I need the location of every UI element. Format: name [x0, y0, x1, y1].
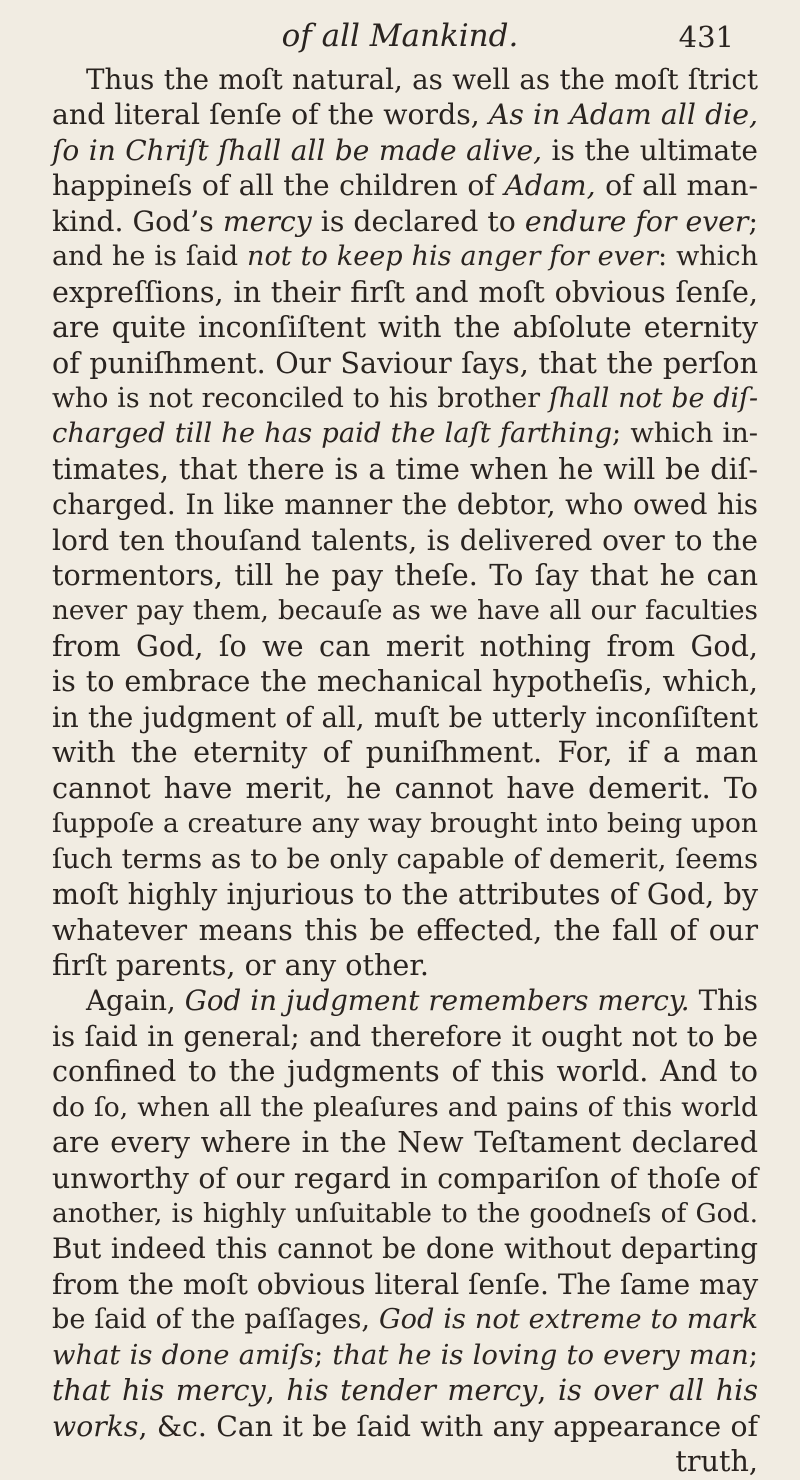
- text-line: [52, 1019, 758, 1054]
- text-line: [52, 168, 758, 203]
- text-segment: tormentors, till he pay theſe. To ſay that he can: [52, 558, 758, 593]
- text-line: [52, 806, 758, 841]
- text-segment: ,: [265, 1373, 287, 1408]
- text-line: [52, 558, 758, 593]
- text-segment: another, is highly unſuitable to the goodneſs of God.: [52, 1198, 758, 1229]
- text-line: [52, 346, 758, 381]
- italic-text: As in Adam all die,: [488, 98, 758, 132]
- text-segment: : which: [658, 241, 759, 273]
- text-segment: are quite inconſiſtent with the abſolute eternity: [52, 310, 758, 345]
- text-line: [52, 1302, 758, 1337]
- text-line: [52, 1338, 758, 1373]
- text-segment: of all man-: [595, 169, 759, 203]
- text-line: [52, 133, 758, 168]
- italic-text: that his mercy: [52, 1373, 266, 1408]
- page-number: 431: [678, 20, 734, 54]
- running-title: of all Mankind.: [281, 18, 519, 54]
- text-segment: unworthy of our regard in compariſon of thoſe of: [52, 1161, 758, 1195]
- text-line: [52, 983, 758, 1018]
- text-line: [52, 1409, 758, 1444]
- italic-text: mercy: [222, 204, 312, 238]
- italic-text: ſo in Chriſt ſhall all be made alive,: [52, 133, 542, 167]
- text-segment: Again,: [86, 984, 185, 1018]
- text-segment: from the moſt obvious literal ſenſe. The ſame may: [52, 1267, 759, 1301]
- text-segment: confined to the judgments of this world. And to: [52, 1054, 758, 1089]
- italic-text: not to keep his anger for ever: [247, 241, 658, 273]
- text-segment: happineſs of all the children of: [52, 169, 505, 203]
- text-segment: ;: [748, 1339, 758, 1371]
- text-line: [52, 1125, 758, 1160]
- text-line: [52, 629, 758, 664]
- text-segment: and he is ſaid: [52, 241, 248, 273]
- italic-text: what is done amiſs: [52, 1339, 314, 1371]
- text-line: [52, 664, 758, 699]
- text-segment: never pay them, becauſe as we have all our faculties: [52, 595, 758, 626]
- text-segment: ,: [537, 1373, 558, 1408]
- text-line: [52, 877, 758, 912]
- text-line: [52, 1444, 758, 1479]
- text-line: [52, 948, 758, 983]
- text-line: [52, 1161, 758, 1196]
- text-line: [52, 416, 758, 451]
- text-line: [52, 913, 758, 948]
- text-segment: is to embrace the mechanical hypotheſis, which,: [52, 664, 758, 699]
- italic-text: ſhall not be diſ-: [548, 382, 759, 414]
- text-line: [52, 735, 758, 770]
- text-segment: do ſo, when all the pleaſures and pains of this world: [52, 1091, 758, 1123]
- text-segment: truth,: [675, 1444, 758, 1479]
- text-line: [52, 452, 758, 487]
- text-segment: from God, ſo we can merit nothing from God,: [52, 629, 758, 663]
- text-segment: firſt parents, or any other.: [52, 947, 429, 982]
- italic-text: God is not extreme to mark: [379, 1304, 758, 1336]
- text-line: [52, 487, 758, 522]
- body-text: [52, 62, 758, 1480]
- text-segment: moſt highly injurious to the attributes of God, by: [52, 877, 758, 912]
- text-segment: be ſaid of the paſſages,: [52, 1304, 380, 1336]
- text-segment: of puniſhment. Our Saviour ſays, that the perſon: [52, 345, 758, 380]
- italic-text: his tender mercy: [286, 1373, 538, 1408]
- page-header: [0, 18, 800, 68]
- text-line: [52, 1054, 758, 1089]
- text-line: [52, 771, 758, 806]
- italic-text: charged till he has paid the laſt farthing: [52, 418, 613, 450]
- text-line: [52, 700, 758, 735]
- text-line: [52, 204, 758, 239]
- text-segment: lord ten thouſand talents, is delivered over to the: [52, 523, 758, 557]
- text-segment: are every where in the New Teſtament declared: [52, 1125, 758, 1160]
- text-segment: ; which in-: [612, 418, 758, 450]
- text-segment: timates, that there is a time when he will be diſ-: [52, 451, 758, 486]
- text-segment: who is not reconciled to his brother: [52, 382, 549, 414]
- text-segment: whatever means this be effected, the fall of our: [52, 912, 758, 947]
- text-line: [52, 62, 758, 97]
- text-line: [52, 594, 758, 629]
- text-segment: But indeed this cannot be done without departing: [52, 1232, 758, 1266]
- text-line: [52, 523, 758, 558]
- text-segment: is ſaid in general; and therefore it ought not to be: [52, 1019, 758, 1053]
- text-line: [52, 1090, 758, 1125]
- text-segment: Thus the moſt natural, as well as the moſt ſtrict: [86, 63, 758, 96]
- text-segment: expreſſions, in their firſt and moſt obvious ſenſe,: [52, 274, 758, 309]
- text-segment: in the judgment of all, muſt be utterly inconſiſtent: [52, 700, 758, 734]
- text-segment: ſuppoſe a creature any way brought into being upon: [52, 808, 758, 840]
- text-segment: with the eternity of puniſhment. For, if a man: [52, 735, 758, 770]
- italic-text: works: [52, 1409, 139, 1443]
- text-line: [52, 310, 758, 345]
- text-line: [52, 1231, 758, 1266]
- text-line: [52, 1267, 758, 1302]
- text-segment: cannot have merit, he cannot have demerit. To: [52, 770, 758, 805]
- text-segment: is declared to: [311, 204, 525, 238]
- italic-text: endure for ever: [524, 204, 749, 238]
- italic-text: is over all his: [557, 1373, 758, 1408]
- text-segment: , &c. Can it be ſaid with any appearance of: [138, 1409, 758, 1443]
- text-line: [52, 97, 758, 132]
- text-segment: and literal ſenſe of the words,: [52, 98, 489, 132]
- text-segment: ſuch terms as to be only capable of demerit, ſeems: [52, 843, 758, 875]
- text-segment: ;: [748, 204, 758, 238]
- text-line: [52, 842, 758, 877]
- text-segment: This: [689, 984, 758, 1018]
- text-segment: charged. In like manner the debtor, who owed his: [52, 488, 758, 522]
- text-line: [52, 1196, 758, 1231]
- text-line: [52, 381, 758, 416]
- text-line: [52, 239, 758, 274]
- text-line: [52, 1373, 758, 1408]
- text-segment: ;: [313, 1339, 333, 1371]
- italic-text: that he is loving to every man: [332, 1339, 749, 1371]
- text-line: [52, 275, 758, 310]
- italic-text: God in judgment remembers mercy.: [184, 984, 690, 1018]
- text-segment: kind. God’s: [52, 204, 223, 238]
- text-segment: is the ultimate: [541, 133, 758, 167]
- italic-text: Adam,: [504, 169, 596, 203]
